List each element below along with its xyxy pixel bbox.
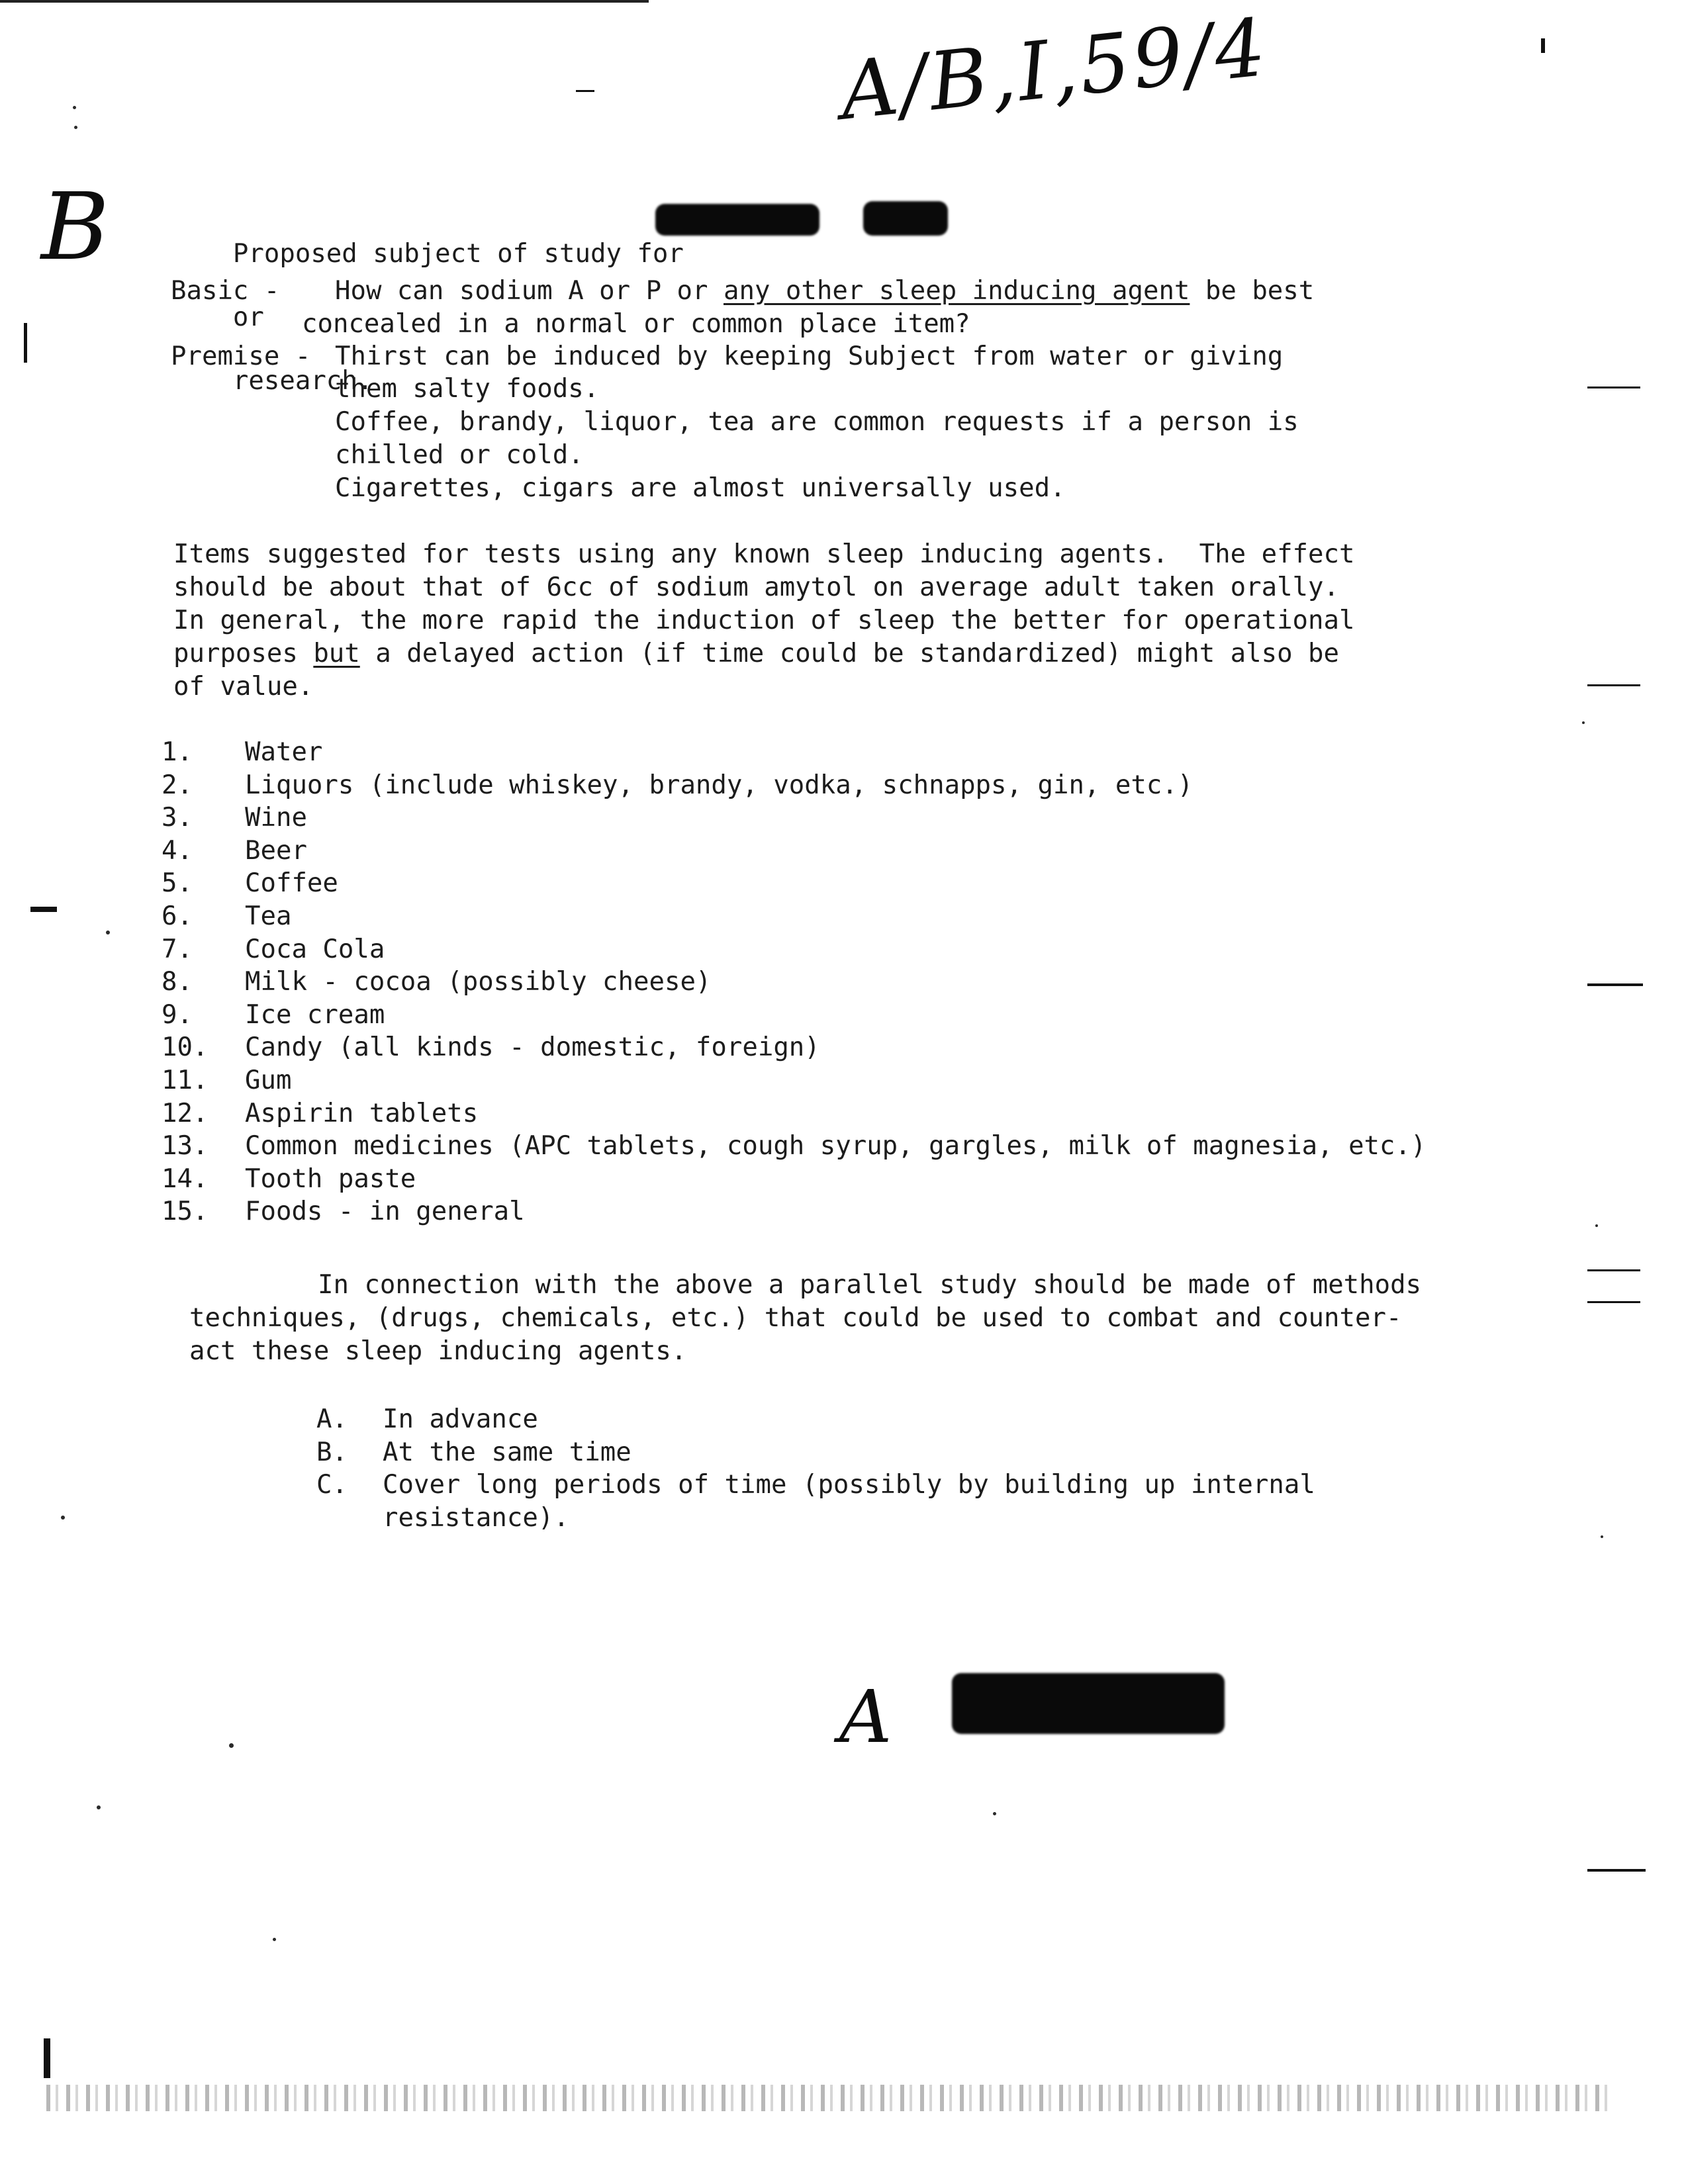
list-item bbox=[162, 1097, 1426, 1130]
item-text: Tea bbox=[245, 901, 292, 931]
title-suffix: research. bbox=[232, 366, 373, 396]
item-text: Common medicines (APC tablets, cough syrup, gargles, milk of magnesia, etc.) bbox=[245, 1131, 1427, 1161]
item-text: resistance). bbox=[383, 1502, 569, 1533]
scan-speck bbox=[1601, 1535, 1603, 1538]
scan-speck bbox=[273, 1938, 276, 1941]
item-text: Water bbox=[245, 737, 323, 767]
list-item bbox=[162, 1130, 1426, 1163]
item-number: 6. bbox=[162, 901, 193, 931]
scan-speck bbox=[1582, 721, 1585, 724]
title-middle: or bbox=[232, 302, 264, 332]
scan-speck bbox=[97, 1805, 101, 1809]
list-item bbox=[162, 1195, 1426, 1228]
item-text: Ice cream bbox=[245, 999, 385, 1030]
item-letter: A. bbox=[316, 1404, 348, 1434]
scan-edge-mark bbox=[1587, 387, 1640, 388]
scan-edge-mark bbox=[1587, 1301, 1640, 1303]
item-number: 14. bbox=[162, 1163, 209, 1194]
item-number: 5. bbox=[162, 868, 193, 899]
item-text: At the same time bbox=[383, 1437, 632, 1467]
item-number: 8. bbox=[162, 967, 193, 997]
item-number: 7. bbox=[162, 934, 193, 964]
item-text: In advance bbox=[383, 1404, 538, 1434]
scan-edge-mark bbox=[1587, 1869, 1646, 1872]
list-item bbox=[162, 933, 1426, 966]
premise-line: Thirst can be induced by keeping Subject from water or giving bbox=[335, 341, 1284, 371]
scan-top-edge bbox=[0, 0, 649, 3]
scan-speck bbox=[73, 106, 76, 109]
list-item bbox=[162, 999, 1426, 1032]
handwritten-file-reference: A/B,I,59/4 bbox=[835, 1, 1273, 138]
basic-underlined-text: any other sleep inducing agent bbox=[724, 276, 1190, 306]
title-prefix: Proposed subject of study for bbox=[232, 239, 684, 269]
items-intro-line bbox=[173, 638, 1339, 670]
item-number: 3. bbox=[162, 803, 193, 833]
item-number: 13. bbox=[162, 1131, 209, 1161]
list-item bbox=[162, 835, 1426, 868]
item-text: Cover long periods of time (possibly by building up internal bbox=[383, 1470, 1315, 1500]
items-intro-line: In general, the more rapid the induction of sleep the better for operational bbox=[173, 606, 1355, 635]
scan-speck bbox=[1595, 1224, 1598, 1227]
items-intro-text: a delayed action (if time could be standardized) might also be bbox=[359, 639, 1340, 668]
list-item bbox=[162, 900, 1426, 933]
item-number: 15. bbox=[162, 1197, 209, 1227]
list-item bbox=[162, 867, 1426, 900]
scan-edge-mark bbox=[1541, 38, 1545, 53]
list-item bbox=[162, 801, 1426, 835]
item-text: Coca Cola bbox=[245, 934, 385, 964]
list-item bbox=[316, 1502, 1315, 1535]
premise-first-line bbox=[171, 341, 1283, 373]
connection-line: In connection with the above a parallel study should be made of methods bbox=[318, 1270, 1422, 1300]
premise-line: them salty foods. bbox=[335, 374, 600, 404]
list-item bbox=[316, 1436, 1315, 1469]
scan-edge-mark bbox=[1587, 1269, 1640, 1271]
item-text: Candy (all kinds - domestic, foreign) bbox=[245, 1032, 820, 1063]
items-intro-underlined: but bbox=[313, 639, 360, 668]
list-item bbox=[162, 966, 1426, 999]
scan-speck bbox=[61, 1516, 65, 1520]
items-intro-line: should be about that of 6cc of sodium amytol on average adult taken orally. bbox=[173, 572, 1339, 602]
item-text: Milk - cocoa (possibly cheese) bbox=[245, 967, 712, 997]
list-item bbox=[162, 736, 1426, 769]
connection-line: act these sleep inducing agents. bbox=[189, 1336, 687, 1366]
item-number: 1. bbox=[162, 737, 193, 767]
redaction-mark bbox=[863, 201, 948, 236]
item-text: Aspirin tablets bbox=[245, 1098, 479, 1128]
basic-text-after: be best bbox=[1190, 276, 1315, 306]
countermeasure-list bbox=[316, 1403, 1315, 1534]
list-item bbox=[162, 1031, 1426, 1064]
list-item bbox=[316, 1469, 1315, 1502]
premise-line: chilled or cold. bbox=[335, 440, 584, 470]
premise-line: Coffee, brandy, liquor, tea are common requests if a person is bbox=[335, 407, 1299, 437]
item-number: 11. bbox=[162, 1065, 209, 1095]
scan-speck bbox=[106, 931, 110, 934]
item-number: 4. bbox=[162, 835, 193, 866]
list-item bbox=[162, 1163, 1426, 1196]
scan-edge-mark bbox=[1587, 684, 1640, 686]
redaction-mark bbox=[655, 204, 819, 236]
handwritten-margin-letter: B bbox=[41, 173, 109, 281]
basic-label: Basic - bbox=[171, 276, 280, 306]
list-item bbox=[162, 1064, 1426, 1097]
item-number: 12. bbox=[162, 1098, 209, 1128]
item-text: Foods - in general bbox=[245, 1197, 525, 1227]
item-text: Beer bbox=[245, 835, 307, 866]
list-item bbox=[316, 1403, 1315, 1436]
basic-question-line bbox=[171, 275, 1314, 307]
basic-continuation-line: concealed in a normal or common place item? bbox=[302, 309, 970, 339]
item-text: Liquors (include whiskey, brandy, vodka, schnapps, gin, etc.) bbox=[245, 770, 1193, 800]
scan-edge-mark bbox=[1587, 983, 1643, 986]
scan-speck bbox=[229, 1743, 234, 1748]
items-intro-line: Items suggested for tests using any known sleep inducing agents. The effect bbox=[173, 539, 1355, 569]
scan-bottom-noise bbox=[46, 2085, 1609, 2111]
item-letter: C. bbox=[316, 1470, 348, 1500]
connection-line: techniques, (drugs, chemicals, etc.) that could be used to combat and counter- bbox=[189, 1303, 1402, 1333]
item-text: Tooth paste bbox=[245, 1163, 416, 1194]
scan-edge-mark bbox=[24, 323, 27, 363]
basic-text-before: How can sodium A or P or bbox=[335, 276, 724, 306]
items-intro-text: purposes bbox=[173, 639, 314, 668]
premise-label: Premise - bbox=[171, 341, 311, 371]
item-number: 9. bbox=[162, 999, 193, 1030]
test-items-list bbox=[162, 736, 1426, 1228]
item-text: Coffee bbox=[245, 868, 338, 899]
scan-edge-mark bbox=[44, 2038, 50, 2078]
item-letter: B. bbox=[316, 1437, 348, 1467]
item-text: Wine bbox=[245, 803, 307, 833]
scan-speck bbox=[993, 1812, 996, 1815]
scan-edge-mark bbox=[30, 907, 57, 912]
scan-edge-mark bbox=[576, 90, 594, 92]
redaction-mark bbox=[952, 1673, 1225, 1734]
item-number: 2. bbox=[162, 770, 193, 800]
list-item bbox=[162, 769, 1426, 802]
scan-speck bbox=[74, 126, 77, 129]
item-number: 10. bbox=[162, 1032, 209, 1063]
items-intro-line: of value. bbox=[173, 672, 314, 702]
item-text: Gum bbox=[245, 1065, 292, 1095]
handwritten-signature-letter: A bbox=[839, 1674, 892, 1759]
premise-line: Cigarettes, cigars are almost universally used. bbox=[335, 473, 1066, 503]
